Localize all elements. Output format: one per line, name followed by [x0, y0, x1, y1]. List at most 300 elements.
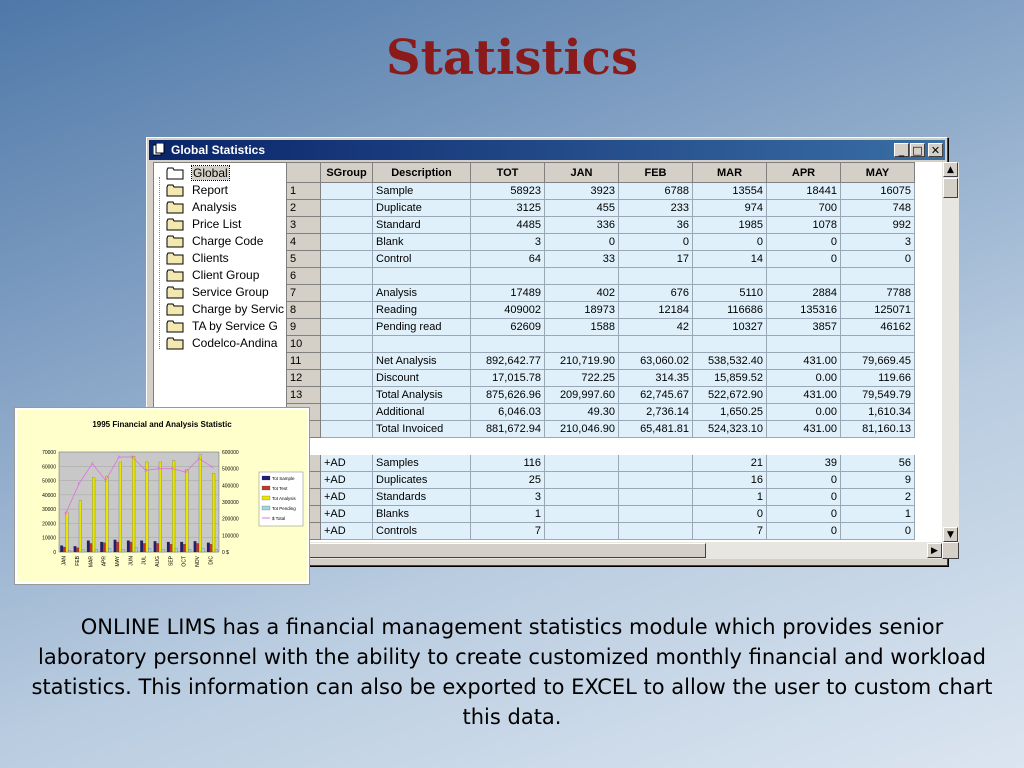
table-cell[interactable] — [321, 421, 373, 438]
table-cell[interactable]: Standards — [373, 489, 471, 506]
table-row[interactable] — [287, 234, 915, 251]
table-cell[interactable]: 33 — [545, 251, 619, 268]
table-cell[interactable] — [545, 455, 619, 472]
folder-icon — [166, 320, 184, 333]
bar-tot-test — [196, 543, 199, 552]
row-number-cell[interactable]: 1 — [287, 183, 321, 200]
column-header[interactable]: JAN — [545, 163, 619, 183]
table-row[interactable] — [287, 523, 915, 540]
table-row[interactable] — [287, 285, 915, 302]
table-cell[interactable] — [321, 302, 373, 319]
bar-tot-pending — [68, 551, 71, 552]
table-cell[interactable]: 700 — [767, 200, 841, 217]
table-cell[interactable]: 36 — [619, 217, 693, 234]
table-cell[interactable]: +AD — [321, 506, 373, 523]
bar-tot-test — [170, 544, 173, 552]
table-cell[interactable]: 16075 — [841, 183, 915, 200]
table-cell[interactable]: 49.30 — [545, 404, 619, 421]
row-number-cell[interactable]: 2 — [287, 200, 321, 217]
table-cell[interactable]: Total Analysis — [373, 387, 471, 404]
table-cell[interactable] — [321, 183, 373, 200]
bar-tot-test — [76, 548, 79, 552]
table-cell[interactable]: 209,997.60 — [545, 387, 619, 404]
table-cell[interactable] — [471, 438, 545, 455]
table-cell[interactable] — [841, 336, 915, 353]
table-cell[interactable]: 18973 — [545, 302, 619, 319]
bar-tot-pending — [108, 548, 111, 552]
legend-swatch — [262, 486, 270, 490]
table-cell[interactable]: 16 — [693, 472, 767, 489]
table-cell[interactable]: 0 — [767, 523, 841, 540]
table-cell[interactable]: 974 — [693, 200, 767, 217]
horizontal-scroll-thumb[interactable] — [286, 543, 706, 558]
table-cell[interactable]: 116 — [471, 455, 545, 472]
bar-tot-test — [183, 544, 186, 552]
y2-tick-label: 500000 — [222, 466, 239, 473]
bar-tot-analysis — [143, 462, 149, 552]
table-cell[interactable]: 18441 — [767, 183, 841, 200]
vertical-scroll-thumb[interactable] — [943, 178, 958, 198]
table-cell[interactable] — [321, 319, 373, 336]
table-row[interactable] — [287, 438, 915, 455]
table-cell[interactable]: 14 — [693, 251, 767, 268]
table-cell[interactable]: 3125 — [471, 200, 545, 217]
table-cell[interactable]: 0 — [693, 234, 767, 251]
bar-tot-analysis — [92, 478, 95, 552]
table-cell[interactable]: +AD — [321, 523, 373, 540]
row-number-cell[interactable]: 11 — [287, 353, 321, 370]
table-cell[interactable]: 125071 — [841, 302, 915, 319]
scroll-up-button[interactable]: ▲ — [943, 162, 958, 177]
table-cell[interactable]: 2,736.14 — [619, 404, 693, 421]
table-cell[interactable] — [373, 336, 471, 353]
table-cell[interactable]: 79,549.79 — [841, 387, 915, 404]
table-cell[interactable]: 62609 — [471, 319, 545, 336]
table-row[interactable] — [287, 319, 915, 336]
table-cell[interactable]: 62,745.67 — [619, 387, 693, 404]
line-point-marker: × — [170, 466, 175, 473]
y-tick-label: 40000 — [42, 492, 56, 499]
table-cell[interactable] — [373, 268, 471, 285]
column-header[interactable]: MAY — [841, 163, 915, 183]
bar-tot-pending — [162, 549, 165, 552]
bar-tot-sample — [167, 542, 170, 552]
table-cell[interactable]: +AD — [321, 472, 373, 489]
table-cell[interactable]: Duplicate — [373, 200, 471, 217]
table-cell[interactable]: 0 — [841, 523, 915, 540]
legend-swatch — [262, 496, 270, 500]
folder-icon — [166, 269, 184, 282]
legend-label: $ Total — [272, 516, 286, 521]
app-icon — [153, 143, 165, 156]
bar-tot-pending — [82, 550, 85, 552]
table-cell[interactable] — [545, 268, 619, 285]
table-cell[interactable] — [619, 489, 693, 506]
window-titlebar[interactable] — [149, 140, 945, 160]
table-cell[interactable] — [321, 336, 373, 353]
table-row[interactable] — [287, 489, 915, 506]
table-cell[interactable] — [321, 438, 373, 455]
table-cell[interactable]: 0 — [767, 251, 841, 268]
table-cell[interactable] — [767, 268, 841, 285]
slide-caption: ONLINE LIMS has a financial management statistics module which provides senior laboratory personnel with the ability to create customized monthly financial and workload statistics. This information can also be exported to EXCEL to allow the user to custom chart this data. — [31, 615, 993, 729]
table-cell[interactable]: Samples — [373, 455, 471, 472]
table-cell[interactable]: 3923 — [545, 183, 619, 200]
table-cell[interactable]: 402 — [545, 285, 619, 302]
table-cell[interactable]: 0 — [693, 506, 767, 523]
line-point-marker: × — [90, 461, 95, 468]
table-cell[interactable] — [321, 268, 373, 285]
line-point-marker: × — [103, 477, 108, 484]
y2-tick-label: 0 $ — [222, 550, 229, 556]
table-cell[interactable] — [545, 523, 619, 540]
table-cell[interactable]: 0 — [767, 506, 841, 523]
table-cell[interactable]: Total Invoiced — [373, 421, 471, 438]
table-cell[interactable]: 1,650.25 — [693, 404, 767, 421]
table-cell[interactable]: 522,672.90 — [693, 387, 767, 404]
table-cell[interactable]: 0 — [767, 472, 841, 489]
slide-title: Statistics — [385, 30, 639, 86]
row-number-cell[interactable]: 10 — [287, 336, 321, 353]
table-cell[interactable]: 431.00 — [767, 387, 841, 404]
table-cell[interactable]: Additional — [373, 404, 471, 421]
table-cell[interactable]: Sample — [373, 183, 471, 200]
table-cell[interactable]: 65,481.81 — [619, 421, 693, 438]
table-cell[interactable]: 9 — [841, 472, 915, 489]
row-number-cell[interactable]: 12 — [287, 370, 321, 387]
table-cell[interactable]: 409002 — [471, 302, 545, 319]
table-row[interactable] — [287, 421, 915, 438]
table-cell[interactable]: 992 — [841, 217, 915, 234]
table-cell[interactable]: Reading — [373, 302, 471, 319]
y-tick-label: 30000 — [42, 507, 56, 514]
table-cell[interactable]: 42 — [619, 319, 693, 336]
table-row[interactable] — [287, 200, 915, 217]
row-number-cell[interactable]: 4 — [287, 234, 321, 251]
table-cell[interactable]: Pending read — [373, 319, 471, 336]
row-number-cell[interactable]: 3 — [287, 217, 321, 234]
table-cell[interactable] — [321, 370, 373, 387]
table-cell[interactable] — [693, 268, 767, 285]
folder-icon — [166, 167, 184, 180]
table-cell[interactable] — [321, 234, 373, 251]
folder-icon — [166, 337, 184, 350]
table-cell[interactable]: +AD — [321, 455, 373, 472]
table-row[interactable] — [287, 455, 915, 472]
table-cell[interactable]: 1985 — [693, 217, 767, 234]
row-number-cell[interactable]: 7 — [287, 285, 321, 302]
legend-label: Tot Sample — [272, 476, 295, 481]
table-cell[interactable]: Blank — [373, 234, 471, 251]
folder-icon — [166, 286, 184, 299]
table-cell[interactable]: 17,015.78 — [471, 370, 545, 387]
table-row[interactable] — [287, 251, 915, 268]
table-cell[interactable] — [619, 506, 693, 523]
table-cell[interactable] — [841, 268, 915, 285]
y-tick-label: 10000 — [42, 535, 56, 542]
column-header[interactable]: Description — [373, 163, 471, 183]
table-row[interactable] — [287, 387, 915, 404]
table-cell[interactable]: 336 — [545, 217, 619, 234]
table-cell[interactable]: 524,323.10 — [693, 421, 767, 438]
financial-chart-panel — [15, 408, 309, 584]
window-title: Global Statistics — [171, 143, 266, 157]
table-cell[interactable] — [619, 523, 693, 540]
table-cell[interactable]: 2 — [841, 489, 915, 506]
table-cell[interactable]: 538,532.40 — [693, 353, 767, 370]
row-number-cell[interactable]: 5 — [287, 251, 321, 268]
table-cell[interactable] — [693, 336, 767, 353]
legend-swatch — [262, 506, 270, 510]
table-cell[interactable]: 79,669.45 — [841, 353, 915, 370]
row-number-cell[interactable]: 8 — [287, 302, 321, 319]
table-cell[interactable]: 3857 — [767, 319, 841, 336]
table-cell[interactable] — [841, 438, 915, 455]
table-cell[interactable]: 210,719.90 — [545, 353, 619, 370]
table-cell[interactable]: 56 — [841, 455, 915, 472]
table-cell[interactable] — [619, 472, 693, 489]
tree-item-label: Charge by Servic — [192, 302, 285, 316]
column-header[interactable]: MAR — [693, 163, 767, 183]
table-cell[interactable]: 3 — [841, 234, 915, 251]
table-cell[interactable]: 6,046.03 — [471, 404, 545, 421]
table-row[interactable] — [287, 353, 915, 370]
bar-tot-analysis — [196, 455, 202, 552]
table-cell[interactable] — [321, 251, 373, 268]
x-tick-label: JUL — [141, 556, 148, 565]
bar-tot-pending — [215, 549, 218, 552]
bar-tot-pending — [188, 549, 191, 552]
horizontal-scrollbar[interactable] — [286, 542, 942, 559]
x-tick-label: AUG — [155, 556, 161, 567]
table-cell[interactable]: 1 — [471, 506, 545, 523]
table-cell[interactable] — [321, 387, 373, 404]
table-cell[interactable]: 881,672.94 — [471, 421, 545, 438]
table-cell[interactable]: 10327 — [693, 319, 767, 336]
table-cell[interactable]: Analysis — [373, 285, 471, 302]
y-tick-label: 60000 — [42, 464, 56, 471]
table-row[interactable] — [287, 336, 915, 353]
table-cell[interactable]: Blanks — [373, 506, 471, 523]
table-row[interactable] — [287, 404, 915, 421]
table-cell[interactable]: 0 — [619, 234, 693, 251]
y2-tick-label: 200000 — [222, 516, 239, 523]
table-cell[interactable]: 3 — [471, 489, 545, 506]
tree-item-label: Global — [193, 166, 228, 180]
table-cell[interactable]: 7 — [471, 523, 545, 540]
line-point-marker: × — [76, 481, 82, 488]
table-cell[interactable]: 431.00 — [767, 353, 841, 370]
table-cell[interactable] — [545, 336, 619, 353]
table-cell[interactable]: 314.35 — [619, 370, 693, 387]
folder-icon — [166, 303, 184, 316]
y2-tick-label: 400000 — [222, 483, 239, 490]
line-point-marker: × — [130, 454, 135, 461]
table-cell[interactable]: 5110 — [693, 285, 767, 302]
table-row[interactable] — [287, 217, 915, 234]
row-number-cell[interactable]: 13 — [287, 387, 321, 404]
table-cell[interactable]: 233 — [619, 200, 693, 217]
statistics-grid[interactable] — [286, 162, 942, 542]
bar-tot-analysis — [183, 469, 189, 552]
table-cell[interactable]: 39 — [767, 455, 841, 472]
x-tick-label: FEB — [75, 556, 81, 566]
line-point-marker: × — [210, 464, 215, 471]
table-cell[interactable]: Controls — [373, 523, 471, 540]
table-cell[interactable] — [545, 472, 619, 489]
table-row[interactable] — [287, 506, 915, 523]
table-cell[interactable] — [619, 438, 693, 455]
table-cell[interactable]: 17489 — [471, 285, 545, 302]
table-cell[interactable]: 12184 — [619, 302, 693, 319]
y-tick-label: 0 — [53, 550, 56, 556]
y2-tick-label: 300000 — [222, 500, 239, 506]
table-cell[interactable] — [471, 268, 545, 285]
table-cell[interactable]: 6788 — [619, 183, 693, 200]
close-button[interactable]: ✕ — [928, 143, 943, 157]
column-header[interactable]: TOT — [471, 163, 545, 183]
tree-item-label: Analysis — [192, 200, 237, 214]
table-cell[interactable] — [619, 455, 693, 472]
table-cell[interactable]: 748 — [841, 200, 915, 217]
tree-item-label: Price List — [192, 217, 242, 231]
table-cell[interactable]: 676 — [619, 285, 693, 302]
table-cell[interactable]: 1,610.34 — [841, 404, 915, 421]
row-number-cell[interactable]: 9 — [287, 319, 321, 336]
table-cell[interactable]: 7 — [693, 523, 767, 540]
table-cell[interactable] — [545, 438, 619, 455]
table-cell[interactable]: Net Analysis — [373, 353, 471, 370]
bar-tot-sample — [127, 541, 130, 552]
table-cell[interactable]: Control — [373, 251, 471, 268]
table-cell[interactable] — [321, 285, 373, 302]
table-cell[interactable] — [545, 506, 619, 523]
table-cell[interactable]: 63,060.02 — [619, 353, 693, 370]
table-cell[interactable]: 1 — [841, 506, 915, 523]
bar-tot-sample — [87, 541, 90, 552]
table-cell[interactable] — [321, 200, 373, 217]
x-tick-label: MAR — [88, 556, 95, 568]
table-cell[interactable] — [693, 438, 767, 455]
table-cell[interactable]: 2884 — [767, 285, 841, 302]
bar-tot-analysis — [119, 462, 122, 552]
bar-tot-sample — [154, 541, 157, 552]
table-cell[interactable] — [767, 336, 841, 353]
bar-tot-sample — [180, 542, 183, 552]
table-cell[interactable] — [321, 404, 373, 421]
table-cell[interactable]: 46162 — [841, 319, 915, 336]
table-cell[interactable]: 431.00 — [767, 421, 841, 438]
table-cell[interactable]: 58923 — [471, 183, 545, 200]
bar-tot-sample — [60, 546, 63, 552]
scroll-right-button[interactable]: ▶ — [927, 543, 942, 558]
table-cell[interactable]: +AD — [321, 489, 373, 506]
table-cell[interactable]: 81,160.13 — [841, 421, 915, 438]
table-cell[interactable]: Standard — [373, 217, 471, 234]
table-cell[interactable]: 1588 — [545, 319, 619, 336]
table-row[interactable] — [287, 268, 915, 285]
table-cell[interactable] — [545, 489, 619, 506]
column-header[interactable]: FEB — [619, 163, 693, 183]
table-cell[interactable]: 0 — [841, 251, 915, 268]
folder-icon — [166, 218, 184, 231]
table-row[interactable] — [287, 183, 915, 200]
table-cell[interactable] — [373, 438, 471, 455]
tree-item-label: Client Group — [192, 268, 260, 282]
table-cell[interactable] — [471, 336, 545, 353]
table-cell[interactable]: 0.00 — [767, 370, 841, 387]
table-cell[interactable]: 892,642.77 — [471, 353, 545, 370]
table-cell[interactable]: 210,046.90 — [545, 421, 619, 438]
table-cell[interactable]: 0 — [767, 234, 841, 251]
table-cell[interactable]: 455 — [545, 200, 619, 217]
tree-item-label: Clients — [192, 251, 229, 265]
table-cell[interactable]: 17 — [619, 251, 693, 268]
table-row[interactable] — [287, 370, 915, 387]
bar-tot-test — [143, 543, 146, 552]
bar-tot-analysis — [103, 476, 109, 552]
bar-tot-pending — [148, 548, 151, 552]
column-header[interactable]: SGroup — [321, 163, 373, 183]
table-cell[interactable]: 875,626.96 — [471, 387, 545, 404]
bar-tot-test — [90, 543, 93, 552]
table-cell[interactable] — [619, 268, 693, 285]
table-cell[interactable]: 0 — [545, 234, 619, 251]
tree-item-label: TA by Service G — [192, 319, 278, 333]
bar-tot-analysis — [79, 501, 82, 552]
table-cell[interactable]: 7788 — [841, 285, 915, 302]
maximize-button[interactable]: □ — [910, 143, 925, 157]
scroll-down-button[interactable]: ▼ — [943, 527, 958, 542]
table-cell[interactable]: 119.66 — [841, 370, 915, 387]
row-number-cell[interactable]: 6 — [287, 268, 321, 285]
row-number-header[interactable] — [287, 163, 321, 183]
table-cell[interactable]: 13554 — [693, 183, 767, 200]
table-cell[interactable] — [321, 217, 373, 234]
tree-item-label: Charge Code — [192, 234, 264, 248]
bar-tot-pending — [95, 549, 98, 552]
table-cell[interactable]: 64 — [471, 251, 545, 268]
column-header[interactable]: APR — [767, 163, 841, 183]
minimize-button[interactable]: _ — [894, 143, 909, 157]
line-point-marker: × — [116, 454, 122, 461]
table-cell[interactable]: 1 — [693, 489, 767, 506]
table-cell[interactable]: 25 — [471, 472, 545, 489]
table-cell[interactable]: 21 — [693, 455, 767, 472]
table-row[interactable] — [287, 472, 915, 489]
table-cell[interactable]: 3 — [471, 234, 545, 251]
table-cell[interactable] — [619, 336, 693, 353]
x-tick-label: MAY — [115, 556, 121, 567]
table-cell[interactable]: 15,859.52 — [693, 370, 767, 387]
table-cell[interactable] — [767, 438, 841, 455]
table-cell[interactable]: 116686 — [693, 302, 767, 319]
vertical-scrollbar[interactable] — [942, 162, 959, 542]
table-cell[interactable]: 0.00 — [767, 404, 841, 421]
table-cell[interactable]: 0 — [767, 489, 841, 506]
tree-connector — [159, 177, 160, 349]
table-row[interactable] — [287, 302, 915, 319]
table-cell[interactable]: Duplicates — [373, 472, 471, 489]
table-cell[interactable]: 1078 — [767, 217, 841, 234]
table-cell[interactable]: 4485 — [471, 217, 545, 234]
x-tick-label: APR — [101, 556, 108, 567]
x-tick-label: JAN — [61, 556, 68, 566]
table-cell[interactable]: Discount — [373, 370, 471, 387]
table-cell[interactable] — [321, 353, 373, 370]
table-cell[interactable]: 135316 — [767, 302, 841, 319]
table-cell[interactable]: 722.25 — [545, 370, 619, 387]
